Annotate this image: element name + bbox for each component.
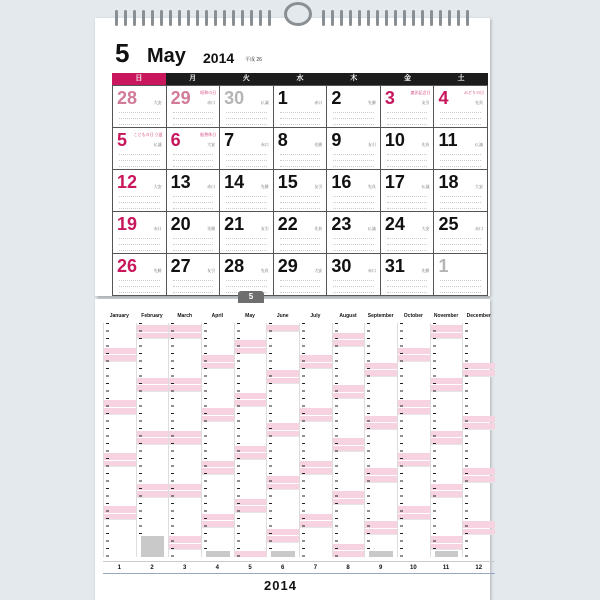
- day-number: 10: [384, 130, 405, 150]
- weekday-label: 水: [273, 73, 327, 85]
- binding-ring: [448, 10, 451, 26]
- unused-days-block: [141, 536, 165, 557]
- planner-month-column: [462, 323, 495, 557]
- day-cell[interactable]: [167, 254, 221, 296]
- memo-lines: [440, 191, 481, 209]
- day-number: 3: [384, 88, 395, 108]
- weekday-label: 土: [434, 73, 488, 85]
- planner-day-numbers: [465, 323, 468, 557]
- hanger-hook-icon: [284, 2, 312, 26]
- memo-lines: [119, 191, 160, 209]
- day-cell[interactable]: [167, 86, 221, 128]
- binding-ring: [187, 10, 190, 26]
- rokuyo-label: 先負: [260, 268, 269, 273]
- memo-lines: [440, 107, 481, 125]
- day-cell[interactable]: [220, 212, 274, 254]
- day-number: 31: [384, 256, 405, 276]
- week-row: [113, 170, 488, 212]
- binding-ring: [133, 10, 136, 26]
- rokuyo-label: 赤口: [153, 226, 162, 231]
- day-number: 18: [438, 172, 459, 192]
- rokuyo-label: 大安: [421, 226, 430, 231]
- planner-month-column: [201, 323, 234, 557]
- planner-month-header: October: [403, 313, 423, 319]
- planner-month-number: 10: [410, 565, 417, 571]
- memo-lines: [333, 275, 374, 293]
- calendar-weeks: [112, 85, 488, 296]
- memo-lines: [333, 233, 374, 251]
- memo-lines: [280, 191, 321, 209]
- weekday-label: 火: [219, 73, 273, 85]
- day-cell[interactable]: [274, 86, 328, 128]
- day-cell[interactable]: [327, 170, 381, 212]
- memo-lines: [333, 149, 374, 167]
- planner-month-number: 3: [183, 565, 187, 571]
- binding-ring: [124, 10, 127, 26]
- planner-day-numbers: [139, 323, 142, 534]
- month-number: 5: [115, 38, 130, 68]
- rokuyo-label: 先勝: [314, 142, 323, 147]
- binding-ring: [322, 10, 325, 26]
- memo-lines: [440, 233, 481, 251]
- memo-lines: [226, 191, 267, 209]
- day-number: 2: [331, 88, 342, 108]
- holiday-note: 憲法記念日: [410, 90, 431, 95]
- day-cell[interactable]: [327, 128, 381, 170]
- memo-lines: [173, 149, 214, 167]
- rokuyo-label: 先勝: [260, 184, 269, 189]
- binding-ring: [169, 10, 172, 26]
- memo-lines: [387, 191, 428, 209]
- holiday-note: 振替休日: [200, 132, 217, 137]
- day-number: 13: [170, 172, 191, 192]
- weekday-header: [112, 73, 488, 85]
- rokuyo-label: 先負: [314, 226, 323, 231]
- memo-lines: [226, 107, 267, 125]
- day-cell[interactable]: [434, 86, 488, 128]
- planner-month-header: July: [310, 313, 321, 319]
- memo-lines: [280, 233, 321, 251]
- planner-month-header: November: [433, 313, 459, 319]
- binding-ring: [439, 10, 442, 26]
- footer-divider: [103, 573, 495, 574]
- binding-ring: [196, 10, 199, 26]
- day-number: 24: [384, 214, 405, 234]
- day-number: 16: [331, 172, 352, 192]
- memo-lines: [387, 275, 428, 293]
- day-cell[interactable]: [434, 170, 488, 212]
- planner-day-numbers: [335, 323, 338, 557]
- binding-ring: [331, 10, 334, 26]
- day-cell[interactable]: [381, 254, 435, 296]
- day-number: 12: [117, 172, 138, 192]
- day-cell[interactable]: [274, 128, 328, 170]
- planner-month-number: 2: [150, 565, 154, 571]
- day-cell[interactable]: [113, 254, 167, 296]
- planner-month-number: 8: [346, 565, 350, 571]
- day-cell[interactable]: [381, 170, 435, 212]
- weekday-label: 金: [381, 73, 435, 85]
- planner-day-numbers: [269, 323, 272, 549]
- binding-ring: [250, 10, 253, 26]
- rokuyo-label: 大安: [153, 100, 162, 105]
- day-number: 6: [170, 130, 181, 150]
- day-cell[interactable]: [220, 254, 274, 296]
- rokuyo-label: 仏滅: [421, 184, 430, 189]
- binding-ring: [115, 10, 118, 26]
- binding-ring: [151, 10, 154, 26]
- planner-month-column: [397, 323, 430, 557]
- planner-month-header: June: [276, 313, 289, 319]
- planner-month-number: 11: [442, 565, 450, 571]
- planner-month-column: [299, 323, 332, 557]
- planner-month-column: [364, 323, 397, 557]
- rokuyo-label: 大安: [314, 268, 323, 273]
- unused-days-block: [206, 551, 230, 557]
- day-cell[interactable]: [327, 254, 381, 296]
- memo-lines: [226, 233, 267, 251]
- day-cell[interactable]: [220, 128, 274, 170]
- day-number: 28: [117, 88, 138, 108]
- rokuyo-label: 大安: [207, 142, 216, 147]
- rokuyo-label: 大安: [153, 184, 162, 189]
- binding-ring: [430, 10, 433, 26]
- week-row: [113, 254, 488, 296]
- day-number: 23: [331, 214, 352, 234]
- memo-lines: [173, 275, 214, 293]
- day-cell[interactable]: [327, 212, 381, 254]
- rokuyo-label: 仏滅: [260, 100, 269, 105]
- day-number: 27: [170, 256, 191, 276]
- day-cell[interactable]: [434, 128, 488, 170]
- planner-month-column: [332, 323, 365, 557]
- day-number: 29: [277, 256, 298, 276]
- unused-days-block: [435, 551, 459, 557]
- binding-ring: [403, 10, 406, 26]
- rokuyo-label: 仏滅: [475, 142, 484, 147]
- rokuyo-label: 仏滅: [367, 226, 376, 231]
- week-row: [113, 212, 488, 254]
- day-cell[interactable]: [113, 128, 167, 170]
- rokuyo-label: 友引: [207, 268, 216, 273]
- memo-lines: [333, 191, 374, 209]
- week-rule: [431, 549, 463, 550]
- rokuyo-label: 赤口: [367, 268, 376, 273]
- binding-ring: [367, 10, 370, 26]
- binding-ring: [142, 10, 145, 26]
- rokuyo-label: 赤口: [314, 100, 323, 105]
- rokuyo-label: 先勝: [207, 226, 216, 231]
- day-number: 20: [170, 214, 191, 234]
- planner-month-number: 5: [248, 565, 252, 571]
- planner-month-header: December: [466, 313, 491, 319]
- week-row: [113, 128, 488, 170]
- binding-ring: [457, 10, 460, 26]
- planner-day-numbers: [237, 323, 240, 557]
- weekday-label: 月: [166, 73, 220, 85]
- memo-lines: [119, 275, 160, 293]
- day-cell[interactable]: [220, 170, 274, 212]
- memo-lines: [173, 233, 214, 251]
- day-number: 28: [224, 256, 245, 276]
- rokuyo-label: 赤口: [207, 100, 216, 105]
- binding-ring: [214, 10, 217, 26]
- memo-lines: [440, 275, 481, 293]
- day-cell[interactable]: [434, 254, 488, 296]
- memo-lines: [387, 107, 428, 125]
- unused-days-block: [271, 551, 295, 557]
- binding-ring: [349, 10, 352, 26]
- holiday-note: 昭和の日: [200, 90, 217, 95]
- binding-ring: [385, 10, 388, 26]
- day-number: 25: [438, 214, 459, 234]
- day-cell[interactable]: [274, 212, 328, 254]
- day-number: 21: [224, 214, 245, 234]
- day-cell[interactable]: [113, 170, 167, 212]
- planner-month-column: [168, 323, 201, 557]
- memo-lines: [440, 149, 481, 167]
- memo-lines: [280, 107, 321, 125]
- day-cell[interactable]: [220, 86, 274, 128]
- era-note: 平成 26: [245, 57, 262, 63]
- binding-ring: [340, 10, 343, 26]
- day-cell[interactable]: [167, 212, 221, 254]
- weekday-label: 日: [112, 73, 166, 85]
- day-number: 30: [331, 256, 352, 276]
- planner-month-column: [136, 323, 169, 557]
- day-number: 11: [438, 130, 458, 150]
- day-cell[interactable]: [434, 212, 488, 254]
- memo-lines: [173, 107, 214, 125]
- day-number: 1: [438, 256, 449, 276]
- holiday-note: こどもの日 立夏: [133, 132, 163, 137]
- planner-month-number: 6: [281, 565, 285, 571]
- rokuyo-label: 仏滅: [153, 142, 162, 147]
- planner-day-numbers: [302, 323, 305, 557]
- planner-month-header: September: [367, 313, 394, 319]
- binding-ring: [421, 10, 424, 26]
- rokuyo-label: 先負: [367, 184, 376, 189]
- planner-day-numbers: [400, 323, 403, 557]
- planner-year: 2014: [264, 578, 297, 593]
- planner-month-number: 7: [313, 565, 318, 571]
- year-planner: [103, 313, 495, 574]
- day-number: 22: [277, 214, 298, 234]
- memo-lines: [280, 275, 321, 293]
- day-number: 14: [224, 172, 245, 192]
- binding-ring: [394, 10, 397, 26]
- rokuyo-label: 赤口: [260, 142, 269, 147]
- binding-ring: [232, 10, 235, 26]
- planner-month-header: March: [177, 313, 193, 319]
- rokuyo-label: 先勝: [153, 268, 162, 273]
- day-number: 29: [170, 88, 191, 108]
- day-number: 30: [224, 88, 245, 108]
- week-row: [113, 86, 488, 128]
- unused-days-block: [369, 551, 393, 557]
- planner-month-header: January: [109, 313, 129, 319]
- holiday-note: みどりの日: [464, 90, 485, 95]
- day-cell[interactable]: [381, 86, 435, 128]
- day-number: 26: [117, 256, 138, 276]
- binding-ring: [466, 10, 469, 26]
- day-cell[interactable]: [327, 86, 381, 128]
- rokuyo-label: 友引: [314, 184, 323, 189]
- planner-month-header: February: [141, 313, 163, 319]
- day-number: 8: [277, 130, 288, 150]
- day-number: 4: [438, 88, 449, 108]
- weekday-label: 木: [327, 73, 381, 85]
- planner-month-number: 4: [215, 565, 220, 571]
- planner-day-numbers: [204, 323, 207, 549]
- rokuyo-label: 先勝: [367, 100, 376, 105]
- memo-lines: [387, 233, 428, 251]
- binding-ring: [412, 10, 415, 26]
- binding-ring: [205, 10, 208, 26]
- memo-lines: [387, 149, 428, 167]
- planner-month-number: 1: [117, 565, 121, 571]
- rokuyo-label: 友引: [367, 142, 376, 147]
- planner-columns: [103, 323, 495, 557]
- planner-day-numbers: [171, 323, 174, 557]
- day-cell[interactable]: [381, 212, 435, 254]
- day-cell[interactable]: [274, 170, 328, 212]
- binding-ring: [259, 10, 262, 26]
- day-number: 19: [117, 214, 138, 234]
- calendar-year: 2014: [203, 50, 235, 66]
- planner-day-numbers: [433, 323, 436, 549]
- day-number: 17: [384, 172, 405, 192]
- day-cell[interactable]: [167, 170, 221, 212]
- rokuyo-label: 赤口: [475, 226, 484, 231]
- planner-month-column: [430, 323, 463, 557]
- day-cell[interactable]: [113, 86, 167, 128]
- day-cell[interactable]: [113, 212, 167, 254]
- planner-day-numbers: [367, 323, 370, 549]
- memo-lines: [280, 149, 321, 167]
- rokuyo-label: 友引: [260, 226, 269, 231]
- month-calendar-grid: [112, 73, 488, 296]
- day-number: 7: [224, 130, 235, 150]
- planner-month-column: [234, 323, 267, 557]
- binding-ring: [160, 10, 163, 26]
- month-name: May: [147, 45, 186, 67]
- memo-lines: [119, 107, 160, 125]
- day-number: 15: [277, 172, 298, 192]
- day-number: 5: [117, 130, 128, 150]
- memo-lines: [119, 149, 160, 167]
- day-cell[interactable]: [167, 128, 221, 170]
- day-cell[interactable]: [274, 254, 328, 296]
- month-tab[interactable]: 5: [238, 291, 264, 303]
- day-number: 1: [277, 88, 288, 108]
- rokuyo-label: 先勝: [421, 268, 430, 273]
- binding-ring: [178, 10, 181, 26]
- memo-lines: [173, 191, 214, 209]
- planner-month-header: April: [211, 313, 224, 319]
- planner-month-column: [266, 323, 299, 557]
- memo-lines: [333, 107, 374, 125]
- binding-ring: [241, 10, 244, 26]
- binding-ring: [223, 10, 226, 26]
- day-number: 9: [331, 130, 342, 150]
- rokuyo-label: 大安: [475, 184, 484, 189]
- planner-month-number: 12: [475, 565, 483, 571]
- planner-day-numbers: [106, 323, 109, 557]
- binding-ring: [376, 10, 379, 26]
- planner-month-header: August: [339, 313, 357, 319]
- memo-lines: [119, 233, 160, 251]
- planner-month-column: [103, 323, 136, 557]
- binding-ring: [358, 10, 361, 26]
- planner-month-headers: [103, 313, 495, 323]
- rokuyo-label: 先負: [421, 142, 430, 147]
- memo-lines: [226, 149, 267, 167]
- rokuyo-label: 先負: [475, 100, 484, 105]
- day-cell[interactable]: [381, 128, 435, 170]
- binding-ring: [268, 10, 271, 26]
- rokuyo-label: 赤口: [207, 184, 216, 189]
- planner-month-number: 9: [379, 565, 383, 571]
- planner-month-header: May: [245, 313, 255, 319]
- rokuyo-label: 友引: [421, 100, 430, 105]
